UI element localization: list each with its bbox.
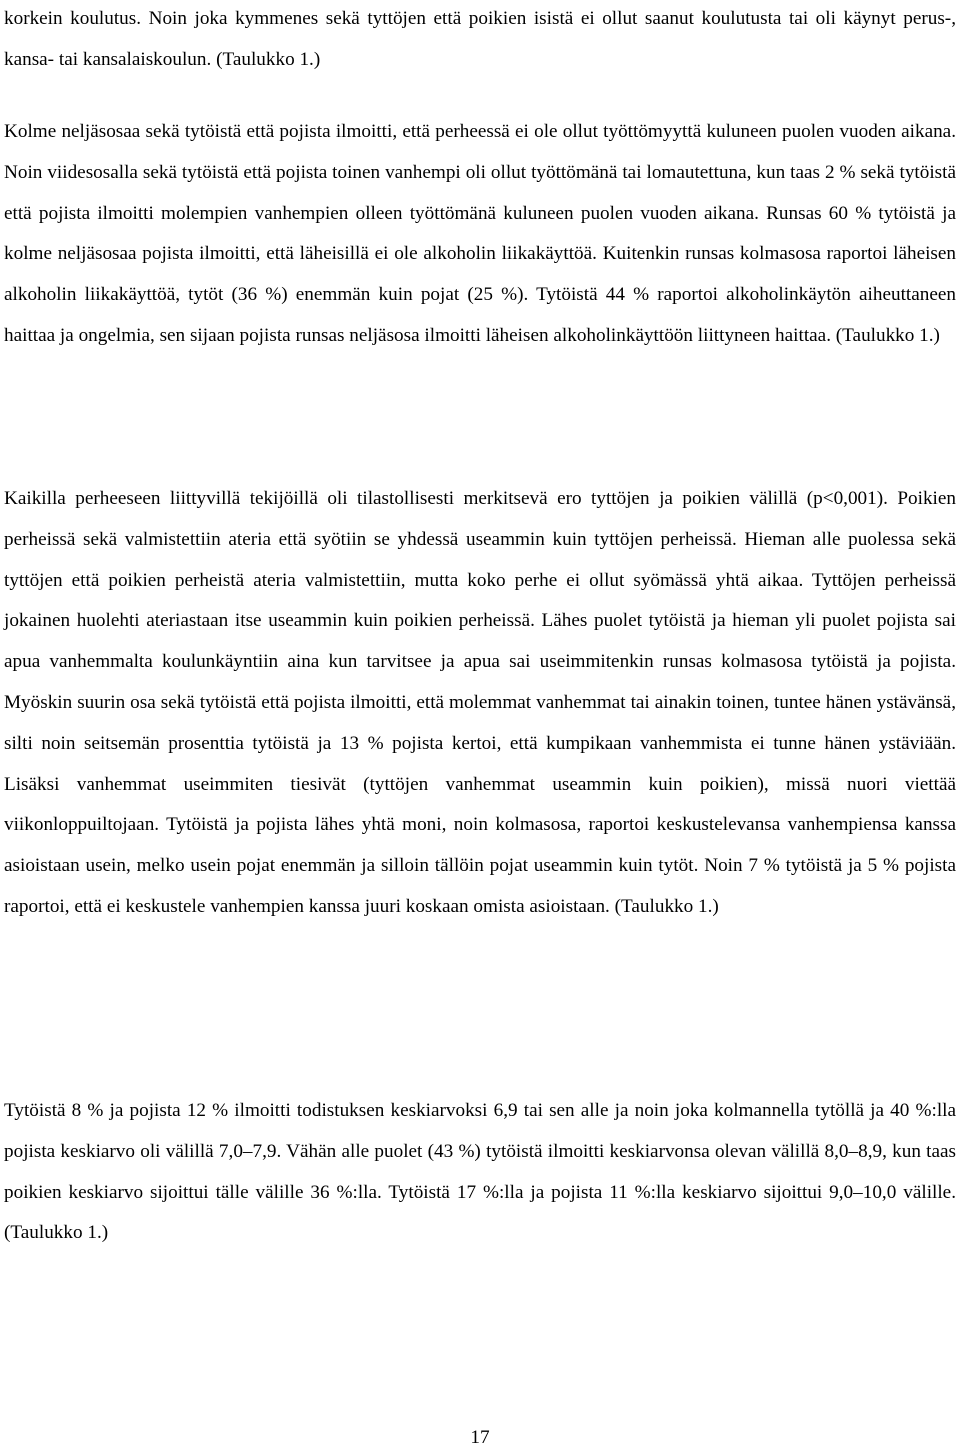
paragraph-1: korkein koulutus. Noin joka kymmenes sekä tyttöjen että poikien isistä ei ollut saanut koulutusta tai oli käynyt perus-, kansa- tai kansalaiskoulun. (Taulukko 1.) [4,8,956,70]
paragraph-3: Kaikilla perheeseen liittyvillä tekijöillä oli tilastollisesti merkitsevä ero tyttöjen ja poikien välillä (p<0,001). Poikien perheissä sekä valmistettiin ateria että syötiin se yhdessä useammin kuin tyttöjen perheissä. Hieman alle puolessa sekä tyttöjen että poikien perheistä ateria valmistettiin, mutta koko perhe ei ollut syömässä yhtä aikaa. Tyttöjen perheissä jokainen huolehti ateriastaan itse useammin kuin poikien perheissä. Lähes puolet tytöistä ja hieman yli puolet pojista sai apua vanhemmalta koulunkäyntiin aina kun tarvitsee ja apua sai useimmitenkin runsas kolmasosa tytöistä ja pojista. Myöskin suurin osa sekä tytöistä että pojista ilmoitti, että molemmat vanhemmat tai ainakin toinen, tuntee hänen ystävänsä, silti noin seitsemän prosenttia tytöistä ja 13 % pojista kertoi, että kumpikaan vanhemmista ei tunne hänen ystäviään. Lisäksi vanhemmat useimmiten tiesivät (tyttöjen vanhemmat useammin kuin poikien), missä nuori viettää viikonloppuiltojaan. Tytöistä ja pojista lähes yhtä moni, noin kolmasosa, raportoi keskustelevansa vanhempiensa kanssa asioistaan usein, melko usein pojat enemmän ja silloin tällöin pojat useammin kuin tytöt. Noin 7 % tytöistä ja 5 % pojista raportoi, että ei keskustele vanhempien kanssa juuri koskaan omista asioistaan. (Taulukko 1.) [4,488,956,917]
page-number: 17 [470,1427,490,1448]
paragraph-2: Kolme neljäsosaa sekä tytöistä että pojista ilmoitti, että perheessä ei ole ollut työttömyyttä kuluneen puolen vuoden aikana. Noin viidesosalla sekä tytöistä että pojista toinen vanhempi oli ollut työttömänä tai lomautettuna, kun taas 2 % sekä tytöistä että pojista ilmoitti molempien vanhempien olleen työttömänä kuluneen puolen vuoden aikana. Runsas 60 % tytöistä ja kolme neljäsosaa pojista ilmoitti, että läheisillä ei ole alkoholin liikakäyttöä. Kuitenkin runsas kolmasosa raportoi läheisen alkoholin liikakäyttöä, tytöt (36 %) enemmän kuin pojat (25 %). Tytöistä 44 % raportoi alkoholinkäytön aiheuttaneen haittaa ja ongelmia, sen sijaan pojista runsas neljäsosa ilmoitti läheisen alkoholinkäyttöön liittyneen haittaa. (Taulukko 1.) [4,121,956,346]
paragraph-4: Tytöistä 8 % ja pojista 12 % ilmoitti todistuksen keskiarvoksi 6,9 tai sen alle ja noin joka kolmannella tytöllä ja 40 %:lla pojista keskiarvo oli välillä 7,0–7,9. Vähän alle puolet (43 %) tytöistä ilmoitti keskiarvonsa olevan välillä 8,0–8,9, kun taas poikien keskiarvo sijoittui tälle välille 36 %:lla. Tytöistä 17 %:lla ja pojista 11 %:lla keskiarvo sijoittui 9,0–10,0 välille. (Taulukko 1.) [4,1100,956,1244]
